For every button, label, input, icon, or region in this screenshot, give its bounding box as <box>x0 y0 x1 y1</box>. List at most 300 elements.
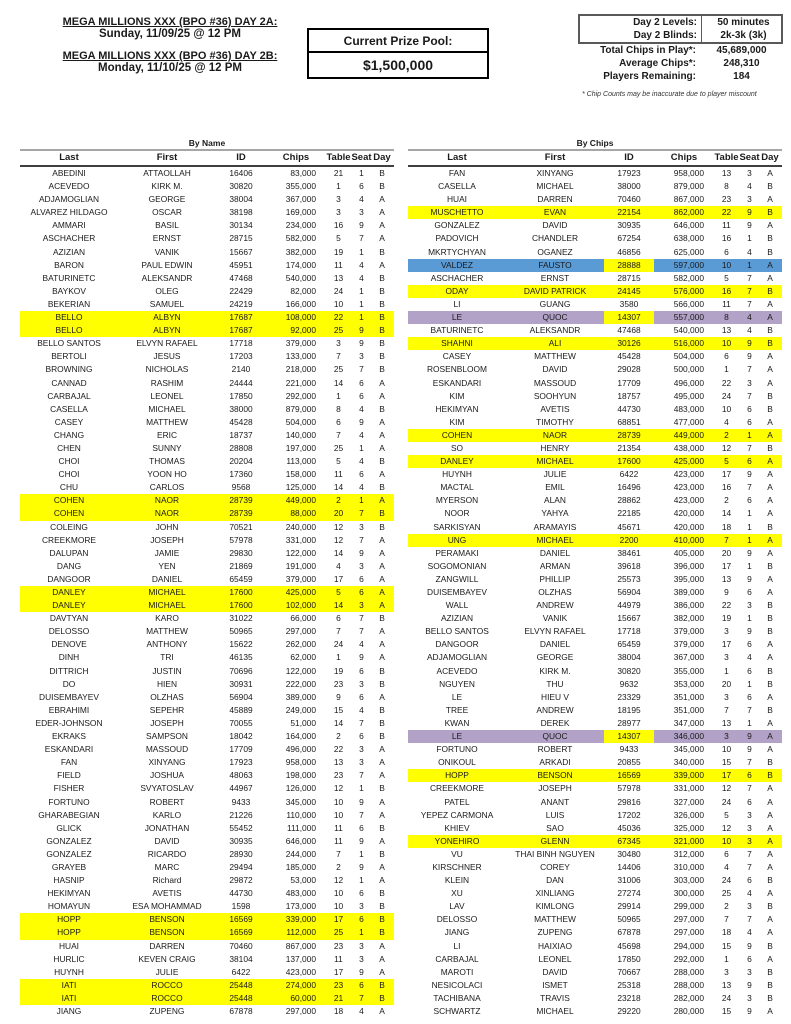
cell-id: 24444 <box>229 377 253 388</box>
cell-chips: 386,000 <box>673 600 704 611</box>
table-row <box>20 350 394 363</box>
cell-day: A <box>379 377 385 388</box>
cell-seat: 9 <box>747 207 752 218</box>
cell-table: 5 <box>336 587 341 597</box>
cell-last: DELOSSO <box>436 914 478 925</box>
table-row <box>20 455 394 468</box>
table-row <box>408 403 782 416</box>
cell-table: 10 <box>333 809 344 820</box>
cell-chips: 185,000 <box>285 861 316 872</box>
cell-day: A <box>767 573 773 584</box>
cell-id: 17687 <box>229 312 253 323</box>
cell-seat: 7 <box>359 626 364 637</box>
cell-last: KHIEV <box>444 822 470 833</box>
cell-first: ELVYN RAFAEL <box>524 626 586 637</box>
cell-day: A <box>767 508 773 519</box>
cell-day: A <box>767 456 773 467</box>
cell-seat: 6 <box>747 403 752 414</box>
cell-seat: 7 <box>747 848 752 859</box>
cell-day: B <box>379 521 385 532</box>
cell-id: 55452 <box>229 822 253 833</box>
cell-first: MATTHEW <box>534 914 576 925</box>
cell-table: 16 <box>333 220 344 231</box>
cell-id: 9568 <box>231 482 251 493</box>
cell-last: VU <box>451 848 463 859</box>
cell-first: ALAN <box>544 495 566 506</box>
cell-seat: 6 <box>747 665 752 676</box>
table-row <box>408 390 782 403</box>
cell-last: CARBAJAL <box>435 953 479 964</box>
cell-chips: 423,000 <box>285 966 316 977</box>
table-row <box>408 167 782 180</box>
cell-table: 17 <box>721 639 732 650</box>
cell-table: 7 <box>724 914 729 925</box>
cell-seat: 7 <box>359 508 364 519</box>
cell-table: 21 <box>333 168 344 178</box>
cell-day: B <box>767 390 773 401</box>
cell-seat: 4 <box>747 246 752 257</box>
cell-seat: 4 <box>359 259 364 270</box>
cell-last: MACTAL <box>440 482 474 493</box>
cell-id: 57978 <box>617 783 641 794</box>
table-row <box>20 167 394 180</box>
cell-id: 50965 <box>229 626 253 637</box>
cell-id: 70521 <box>229 521 253 532</box>
cell-day: A <box>379 600 385 611</box>
column-header-id: ID <box>624 152 634 163</box>
table-row <box>408 730 782 743</box>
cell-day: B <box>379 403 385 414</box>
cell-first: NAOR <box>154 495 180 506</box>
cell-id: 18757 <box>617 390 641 401</box>
column-header-id: ID <box>236 152 246 163</box>
cell-first: NICHOLAS <box>145 364 189 375</box>
cell-seat: 6 <box>747 587 752 597</box>
table-row <box>408 848 782 861</box>
cell-day: A <box>379 469 385 480</box>
table-row <box>408 966 782 979</box>
table-row <box>20 861 394 874</box>
cell-id: 38104 <box>229 953 253 964</box>
table-row <box>408 246 782 259</box>
cell-last: HUAI <box>58 940 79 951</box>
cell-chips: 262,000 <box>285 639 316 650</box>
cell-id: 22154 <box>617 207 641 218</box>
cell-last: MAROTI <box>440 966 474 977</box>
cell-id: 3580 <box>619 298 639 309</box>
cell-table: 11 <box>722 220 731 231</box>
table-row <box>20 809 394 822</box>
cell-chips: 410,000 <box>673 534 704 545</box>
cell-table: 4 <box>724 416 729 427</box>
cell-day: B <box>379 901 385 912</box>
cell-day: A <box>379 534 385 545</box>
cell-id: 9632 <box>619 678 639 689</box>
table-row <box>20 507 394 520</box>
cell-day: A <box>379 770 385 781</box>
cell-chips: 495,000 <box>673 390 704 401</box>
cell-seat: 6 <box>747 639 752 650</box>
cell-id: 16496 <box>617 482 641 493</box>
table-row <box>20 246 394 259</box>
table-row <box>20 324 394 337</box>
cell-first: YEN <box>158 560 176 571</box>
cell-table: 10 <box>721 259 732 270</box>
cell-first: MATTHEW <box>534 351 576 362</box>
cell-seat: 6 <box>747 495 752 506</box>
cell-chips: 125,000 <box>285 482 316 493</box>
cell-table: 11 <box>722 298 731 309</box>
cell-chips: 379,000 <box>673 626 704 637</box>
cell-chips: 198,000 <box>285 770 316 781</box>
cell-day: B <box>767 442 773 453</box>
column-header-last: Last <box>447 152 467 163</box>
cell-last: EDER-JOHNSON <box>35 717 103 728</box>
cell-chips: 126,000 <box>285 783 316 794</box>
cell-id: 45428 <box>229 416 253 427</box>
cell-day: A <box>379 639 385 650</box>
table-row <box>20 403 394 416</box>
cell-day: B <box>379 717 385 728</box>
cell-chips: 122,000 <box>285 547 316 558</box>
table-row <box>20 206 394 219</box>
cell-chips: 339,000 <box>673 770 704 781</box>
cell-day: B <box>379 364 385 375</box>
cell-last: UNG <box>447 534 467 545</box>
table-row <box>408 691 782 704</box>
table-row <box>408 782 782 795</box>
cell-day: A <box>767 482 773 493</box>
cell-chips: 166,000 <box>285 298 316 309</box>
cell-table: 22 <box>721 207 732 218</box>
cell-chips: 496,000 <box>673 377 704 388</box>
cell-chips: 646,000 <box>673 220 704 231</box>
cell-chips: 244,000 <box>285 848 316 859</box>
cell-chips: 331,000 <box>285 534 316 545</box>
cell-table: 6 <box>724 246 729 257</box>
cell-last: HOPP <box>445 770 469 781</box>
table-row <box>20 953 394 966</box>
cell-day: A <box>379 560 385 571</box>
cell-day: B <box>379 246 385 257</box>
cell-table: 1 <box>724 665 729 676</box>
cell-table: 11 <box>334 259 343 270</box>
cell-first: GUANG <box>539 298 571 309</box>
cell-first: DAVID <box>542 220 568 231</box>
cell-day: B <box>379 704 385 715</box>
cell-id: 44967 <box>229 783 253 794</box>
cell-chips: 566,000 <box>673 298 704 309</box>
column-header-table: Table <box>714 152 739 163</box>
cell-chips: 300,000 <box>673 888 704 899</box>
cell-id: 29872 <box>229 875 253 886</box>
cell-day: A <box>379 390 385 401</box>
cell-last: JIANG <box>56 1006 82 1016</box>
cell-day: B <box>767 966 773 977</box>
cell-day: A <box>379 220 385 231</box>
cell-id: 28739 <box>617 429 641 440</box>
cell-seat: 4 <box>359 1006 364 1016</box>
cell-table: 1 <box>724 953 729 964</box>
cell-first: KIRK M. <box>151 181 183 192</box>
table-row <box>408 769 782 782</box>
cell-last: COHEN <box>441 429 473 440</box>
prize-pool-value: $1,500,000 <box>362 57 434 73</box>
column-header-first: First <box>544 152 566 163</box>
cell-first: DAVID <box>542 966 568 977</box>
cell-first: OLEG <box>155 285 179 296</box>
levels-label: Day 2 Levels: <box>580 16 702 29</box>
cell-first: ARAMAYIS <box>533 521 577 532</box>
cell-chips: 405,000 <box>673 547 704 558</box>
cell-chips: 331,000 <box>673 783 704 794</box>
cell-chips: 367,000 <box>673 652 704 663</box>
cell-first: JULIE <box>155 966 179 977</box>
cell-last: HOPP <box>57 927 81 938</box>
cell-table: 12 <box>721 783 732 794</box>
table-row <box>20 547 394 560</box>
cell-first: EMIL <box>545 482 565 493</box>
cell-id: 17923 <box>229 757 253 768</box>
cell-table: 7 <box>336 429 341 440</box>
cell-first: KIMLONG <box>535 901 575 912</box>
cell-table: 17 <box>333 966 344 977</box>
event-header <box>30 16 310 84</box>
cell-id: 17600 <box>229 587 253 597</box>
cell-chips: 327,000 <box>673 796 704 807</box>
table-row <box>408 953 782 966</box>
cell-id: 17202 <box>617 809 641 820</box>
cell-id: 70460 <box>617 194 641 205</box>
cell-id: 29220 <box>617 1006 641 1016</box>
cell-last: GONZALEZ <box>46 835 92 846</box>
cell-id: 30935 <box>617 220 641 231</box>
cell-last: BATURINETC <box>42 272 96 283</box>
cell-day: B <box>379 508 385 519</box>
cell-seat: 6 <box>359 822 364 833</box>
cell-day: A <box>767 220 773 231</box>
cell-last: ADJAMOGLIAN <box>426 652 488 663</box>
cell-seat: 6 <box>359 377 364 388</box>
table-row <box>408 455 782 468</box>
cell-table: 10 <box>721 744 732 755</box>
cell-chips: 191,000 <box>285 560 316 571</box>
cell-id: 30820 <box>617 665 641 676</box>
cell-last: GONZALEZ <box>46 848 92 859</box>
cell-seat: 4 <box>359 456 364 467</box>
cell-first: KARO <box>155 613 179 624</box>
cell-seat: 1 <box>359 442 364 453</box>
cell-seat: 7 <box>747 364 752 375</box>
table-row <box>20 782 394 795</box>
cell-last: SHAHNI <box>441 338 473 349</box>
cell-chips: 297,000 <box>285 626 316 637</box>
cell-seat: 9 <box>359 416 364 427</box>
cell-table: 12 <box>333 875 344 886</box>
cell-day: B <box>379 181 385 192</box>
cell-chips: 449,000 <box>673 429 704 440</box>
table-row <box>408 324 782 337</box>
cell-last: SO <box>450 442 464 453</box>
cell-last: FAN <box>60 757 78 768</box>
table-row <box>20 913 394 926</box>
cell-table: 3 <box>336 207 341 218</box>
cell-day: A <box>379 861 385 872</box>
table-row <box>20 219 394 232</box>
table-row <box>408 612 782 625</box>
cell-chips: 137,000 <box>285 953 316 964</box>
cell-seat: 9 <box>747 351 752 362</box>
table-row <box>408 481 782 494</box>
column-header-seat: Seat <box>739 152 760 163</box>
table-row <box>20 180 394 193</box>
cell-first: YOON HO <box>147 469 187 480</box>
cell-first: ANDREW <box>536 600 574 611</box>
cell-chips: 122,000 <box>285 665 316 676</box>
cell-day: B <box>767 233 773 244</box>
cell-last: BROWNING <box>45 364 93 375</box>
table-row <box>408 206 782 219</box>
cell-chips: 557,000 <box>673 312 704 323</box>
cell-first: Richard <box>152 875 182 886</box>
cell-day: A <box>767 691 773 702</box>
cell-table: 25 <box>333 325 344 336</box>
cell-day: B <box>379 914 385 925</box>
cell-last: CASELLA <box>438 181 476 192</box>
cell-day: B <box>767 613 773 624</box>
cell-last: HEKIMYAN <box>435 403 479 414</box>
cell-id: 17709 <box>229 744 253 755</box>
cell-table: 10 <box>333 298 344 309</box>
cell-chips: 351,000 <box>673 691 704 702</box>
cell-seat: 1 <box>747 534 752 545</box>
table-row <box>20 665 394 678</box>
cell-id: 15622 <box>229 639 253 650</box>
cell-seat: 4 <box>747 325 752 336</box>
cell-id: 22185 <box>617 508 641 519</box>
cell-id: 30931 <box>229 678 253 689</box>
table-row <box>408 940 782 953</box>
table-row <box>408 900 782 913</box>
cell-id: 38461 <box>617 547 641 558</box>
cell-first: ERIC <box>156 429 177 440</box>
cell-first: FAUSTO <box>538 259 572 270</box>
cell-last: TACHIBANA <box>433 992 481 1003</box>
cell-seat: 6 <box>359 691 364 702</box>
cell-last: MYERSON <box>435 495 479 506</box>
cell-first: JOSEPH <box>538 783 572 794</box>
cell-seat: 3 <box>747 194 752 205</box>
table-title: By Name <box>188 138 226 148</box>
cell-day: A <box>767 822 773 833</box>
cell-id: 2200 <box>619 534 639 545</box>
cell-id: 25448 <box>229 992 253 1003</box>
cell-chips: 353,000 <box>673 678 704 689</box>
table-row <box>20 468 394 481</box>
cell-first: ROBERT <box>537 744 573 755</box>
cell-table: 9 <box>724 587 729 597</box>
cell-seat: 4 <box>359 482 364 493</box>
table-row <box>408 416 782 429</box>
table-row <box>408 298 782 311</box>
cell-seat: 1 <box>747 678 752 689</box>
cell-last: ABEDINI <box>52 168 86 178</box>
table-row <box>408 926 782 939</box>
cell-chips: 53,000 <box>290 875 316 886</box>
table-row <box>20 717 394 730</box>
cell-chips: 158,000 <box>285 469 316 480</box>
cell-first: MICHAEL <box>536 456 574 467</box>
table-row <box>20 874 394 887</box>
prize-pool-label: Current Prize Pool: <box>309 30 487 53</box>
table-row <box>20 442 394 455</box>
cell-first: JESUS <box>153 351 181 362</box>
cell-id: 39618 <box>617 560 641 571</box>
table-row <box>20 966 394 979</box>
cell-id: 47468 <box>617 325 641 336</box>
cell-day: A <box>767 587 773 597</box>
cell-chips: 102,000 <box>285 600 316 611</box>
table-row <box>408 232 782 245</box>
cell-first: MATTHEW <box>146 626 188 637</box>
cell-seat: 7 <box>359 364 364 375</box>
cell-id: 16406 <box>229 168 253 178</box>
cell-seat: 1 <box>359 246 364 257</box>
cell-first: DEREK <box>540 717 570 728</box>
cell-day: B <box>767 338 773 349</box>
cell-last: ONIKOUL <box>438 757 476 768</box>
cell-first: ZUPENG <box>537 927 573 938</box>
cell-last: JIANG <box>444 927 470 938</box>
column-header-seat: Seat <box>351 152 372 163</box>
table-row <box>408 704 782 717</box>
cell-day: B <box>379 992 385 1003</box>
cell-id: 45698 <box>617 940 641 951</box>
cell-id: 70667 <box>617 966 641 977</box>
cell-seat: 9 <box>747 469 752 480</box>
cell-chips: 625,000 <box>673 246 704 257</box>
cell-chips: 867,000 <box>673 194 704 205</box>
cell-seat: 9 <box>747 940 752 951</box>
cell-first: DANIEL <box>539 547 571 558</box>
cell-last: YEPEZ CARMONA <box>420 809 494 820</box>
cell-id: 20204 <box>229 456 253 467</box>
cell-id: 24145 <box>617 285 641 296</box>
cell-seat: 3 <box>359 901 364 912</box>
cell-seat: 6 <box>747 456 752 467</box>
cell-last: HUAI <box>446 194 467 205</box>
cell-id: 29830 <box>229 547 253 558</box>
cell-last: ACEVEDO <box>48 181 90 192</box>
cell-id: 45951 <box>229 259 253 270</box>
cell-seat: 4 <box>359 429 364 440</box>
cell-table: 11 <box>334 953 343 964</box>
cell-day: B <box>767 325 773 336</box>
cell-first: PAUL EDWIN <box>141 259 193 270</box>
blinds-value: 2k-3k (3k) <box>720 30 767 41</box>
table-row <box>408 678 782 691</box>
table-row <box>20 377 394 390</box>
cell-seat: 1 <box>747 560 752 571</box>
table-row <box>408 756 782 769</box>
cell-chips: 425,000 <box>673 456 704 467</box>
cell-table: 2 <box>336 731 341 742</box>
cell-table: 22 <box>721 377 732 388</box>
cell-last: CARBAJAL <box>47 390 91 401</box>
cell-first: QUOC <box>542 731 568 742</box>
cell-day: A <box>767 914 773 925</box>
cell-seat: 7 <box>747 704 752 715</box>
